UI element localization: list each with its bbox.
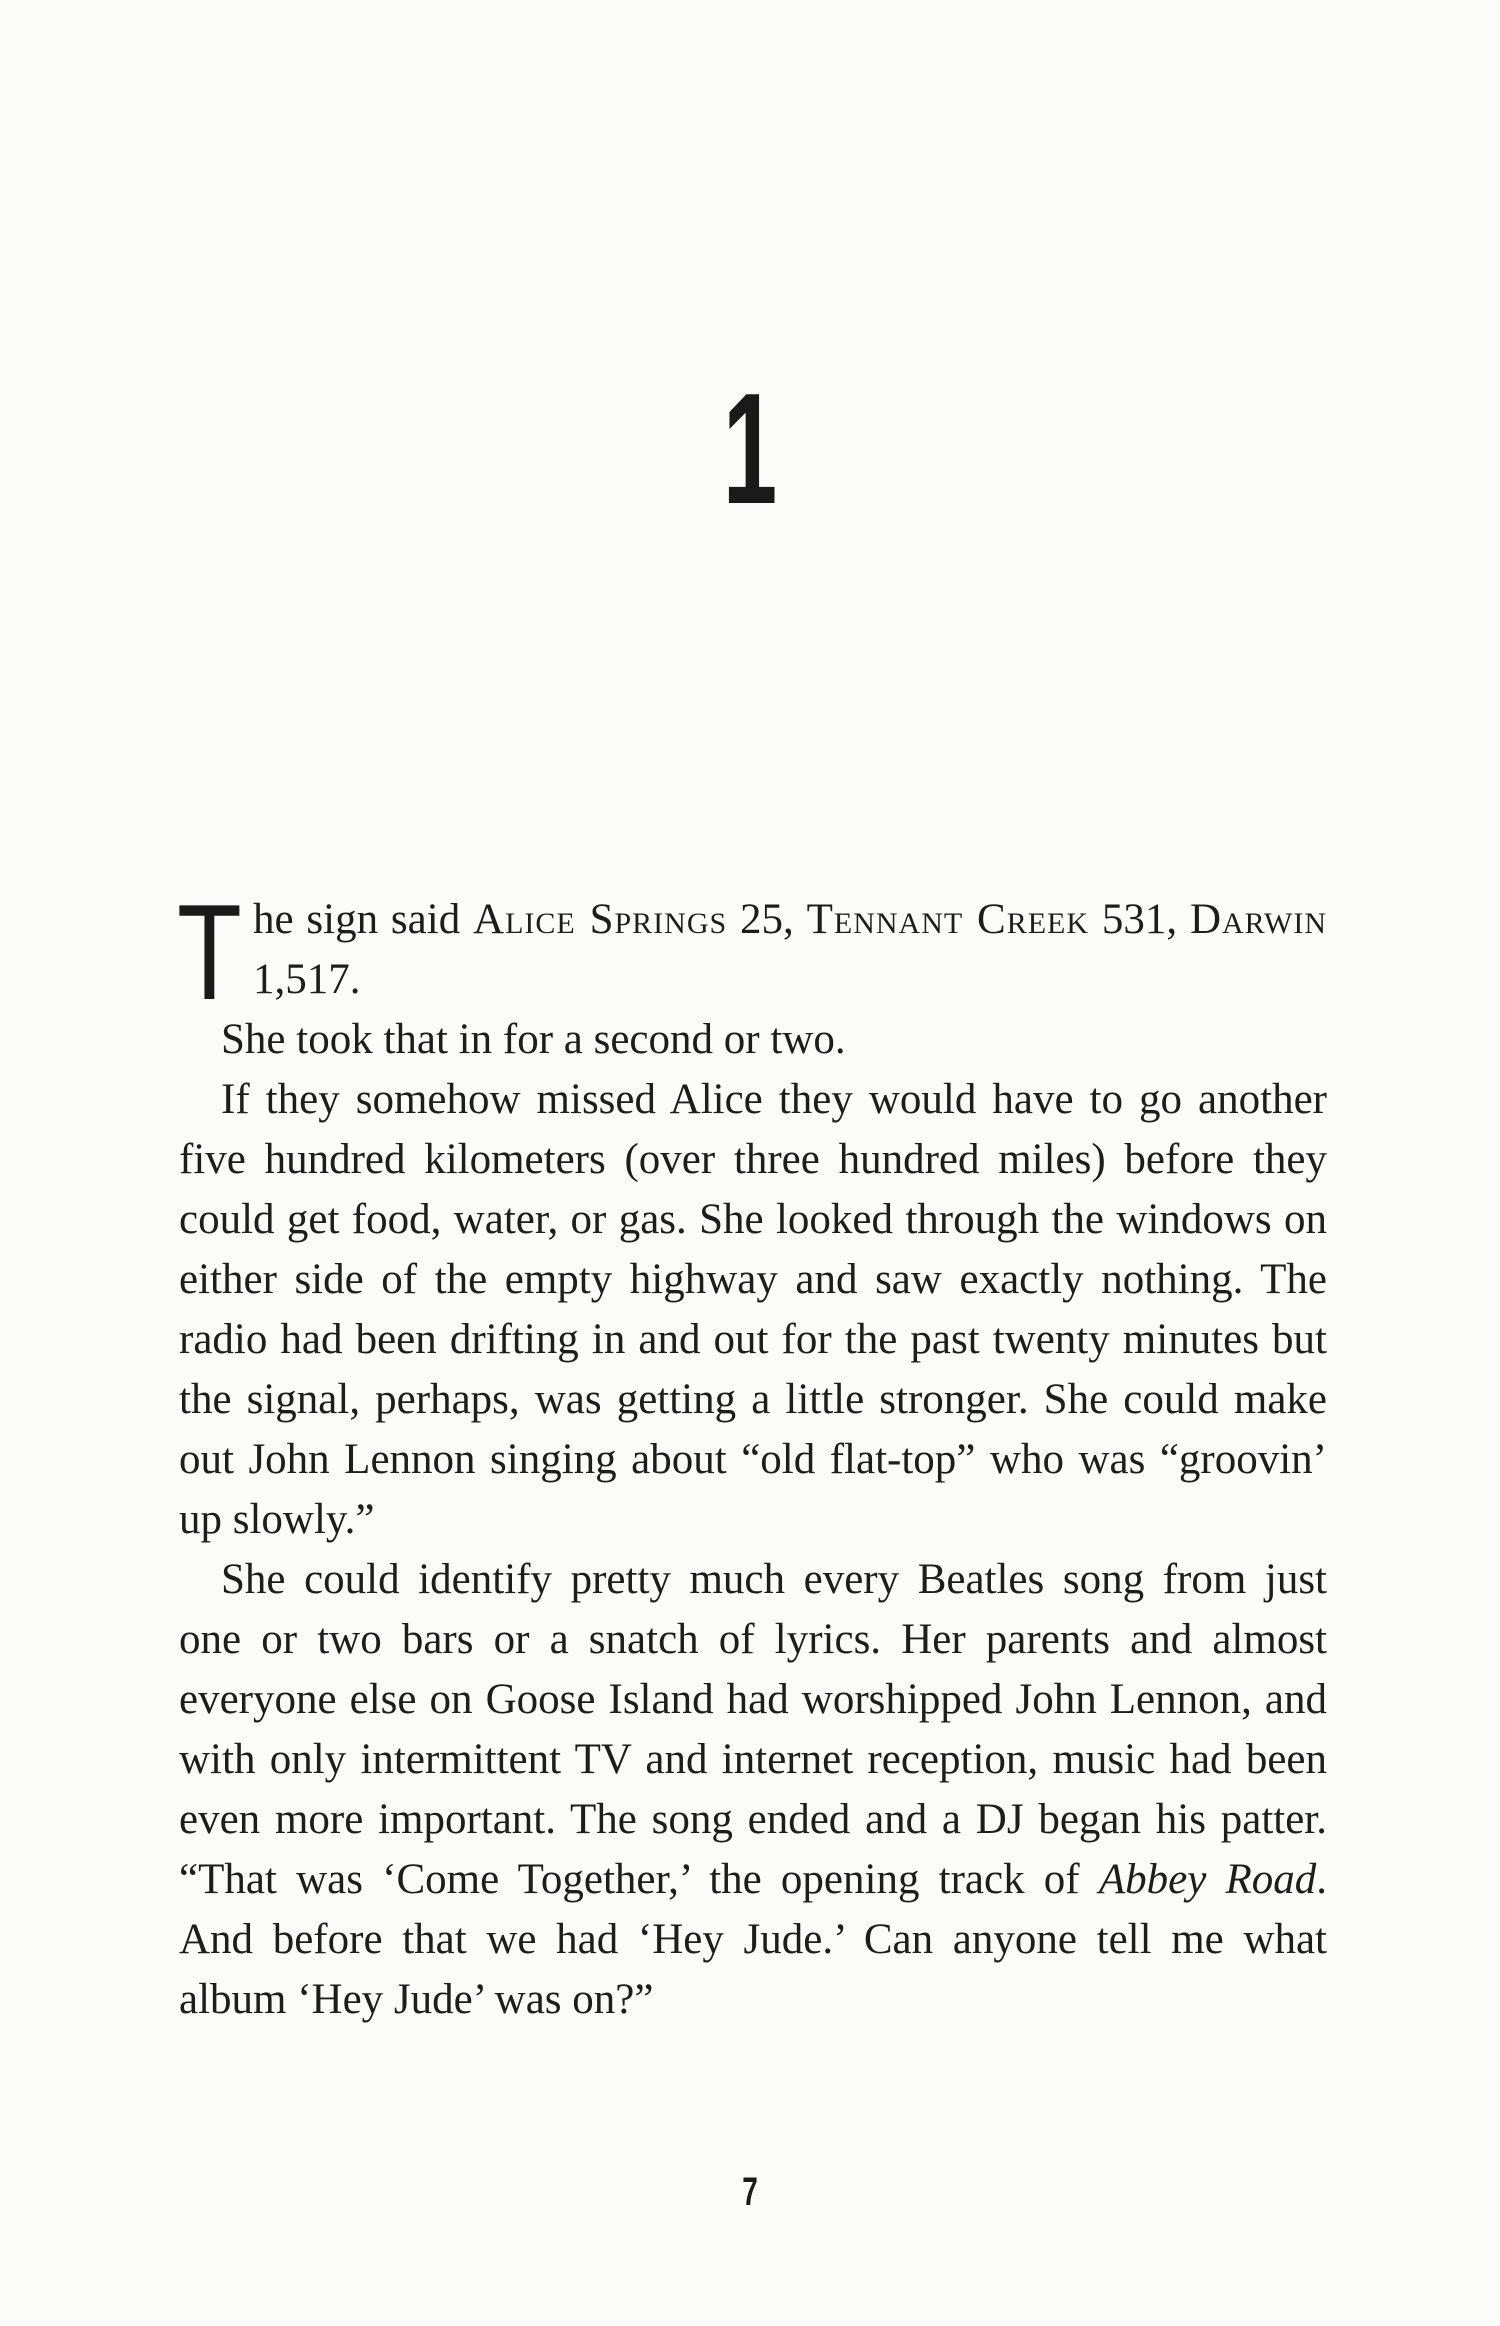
paragraph-text: She could identify pretty much every Beatles song from just one or two bars or a snatch of lyrics. Her parents and almost everyone else on Goose Island had worshipped John Lennon, and with only intermittent TV and internet reception, music had been even more important. The song ended and a DJ began his patter. “That was ‘Come Together,’ the opening track of	[179, 1556, 1327, 1903]
sign-place-darwin: Darwin	[1189, 896, 1327, 943]
sign-distance-3: 1,517.	[253, 956, 361, 1003]
sign-place-alice-springs: Alice Springs	[473, 896, 728, 943]
album-title: Abbey Road	[1098, 1856, 1317, 1903]
opening-lead: he sign said	[253, 896, 474, 943]
paragraph: She took that in for a second or two.	[221, 1016, 846, 1063]
paragraph-last	[179, 1550, 1327, 2030]
sign-distance-2: 531,	[1089, 896, 1190, 943]
drop-cap: T	[177, 876, 242, 1028]
paragraph: If they somehow missed Alice they would have to go another five hundred kilometers (over three hundred miles) before they could get food, water, or gas. She looked through the windows on either side of the empty highway and saw exactly nothing. The radio had been drifting in and out for the past twenty minutes but the signal, perhaps, was getting a little stronger. She could make out John Lennon singing about “old flat-top” who was “groovin’ up slowly.”	[179, 1076, 1327, 1543]
paragraph-text: . And before that we had ‘Hey Jude.’ Can anyone tell me what album ‘Hey Jude’ was on?”	[179, 1856, 1328, 2023]
page-number: 7	[742, 2170, 758, 2214]
chapter-text	[177, 876, 1328, 2030]
sign-distance-1: 25,	[727, 896, 807, 943]
chapter-number: 1	[722, 361, 778, 537]
sign-place-tennant-creek: Tennant Creek	[806, 896, 1090, 943]
opening-paragraph	[177, 876, 1327, 1028]
